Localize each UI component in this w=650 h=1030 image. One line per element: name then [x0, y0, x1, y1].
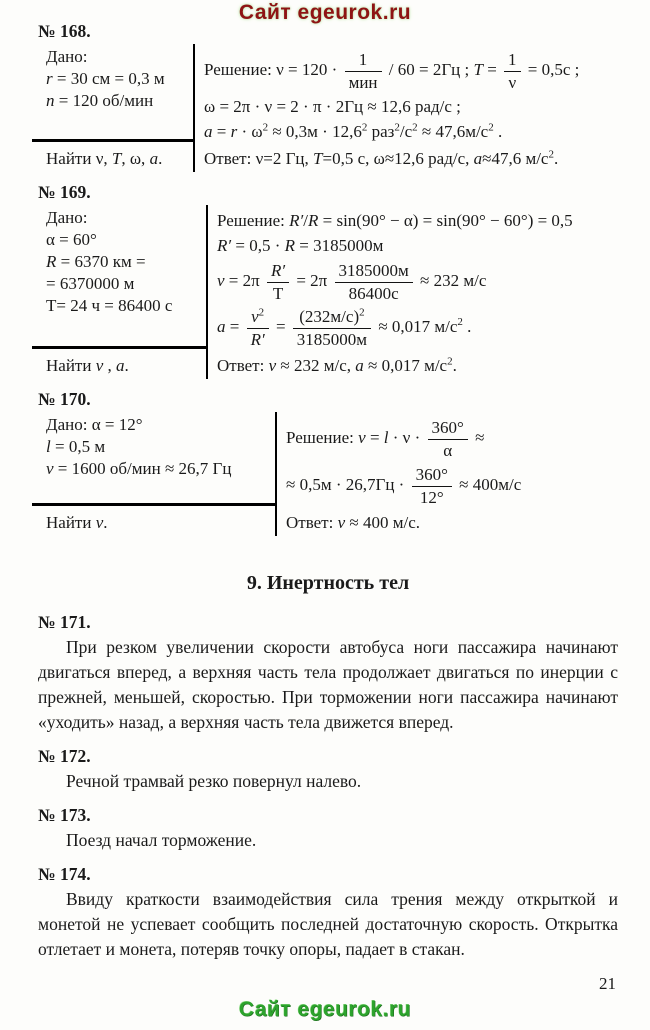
given-column	[38, 412, 275, 536]
problem-number: № 171.	[38, 612, 91, 633]
problem-number: № 170.	[38, 389, 91, 410]
task-layout	[38, 412, 618, 536]
given-line: α = 60°	[46, 229, 97, 249]
section-title: 9. Инертность тел	[246, 572, 410, 595]
given-line: Т= 24 ч = 86400 с	[46, 295, 173, 315]
given-line: Дано:	[46, 207, 88, 227]
given-block	[38, 44, 193, 139]
solution-line: $a = r \cdot \omega^2 \approx 0,3м \cdot 12,6^2$ $раз^2/с^2 \approx 47,6м/с^2$ .	[204, 121, 503, 141]
given-line: ν = 1600 об/мин ≈ 26,7 Гц	[46, 459, 232, 479]
problem-171	[38, 611, 618, 735]
solution-column	[206, 205, 618, 379]
page-number: 21	[599, 974, 616, 993]
solution-line: a = $\frac{v^2}{R'}$ = $\frac{(232м/с)^2}{3185000м}$ ≈ 0,017 $м/с^2$ .	[217, 306, 472, 350]
task-layout	[38, 44, 618, 172]
given-block	[38, 205, 206, 346]
site-logo-footer: Сайт egeurok.ru	[238, 998, 412, 1021]
problem-170	[38, 388, 618, 536]
problem-text: Поезд начал торможение.	[66, 830, 257, 851]
task-layout	[38, 205, 618, 379]
given-line: R = 6370 км =	[46, 251, 146, 271]
answer-line: Ответ: v ≈ 232 м/с, a ≈ 0,017 $м/с^2$.	[217, 355, 457, 376]
solution-line: Решение: R′/R = sin(90° − α) = sin(90° − 60°) = 0,5	[217, 210, 573, 230]
solution-line: Решение: v = l · ν · $\frac{360^\circ}{\alpha}$ ≈	[286, 418, 485, 460]
problem-text: Речной трамвай резко повернул налево.	[66, 771, 362, 792]
problem-text: Ввиду краткости взаимодействия сила трения между открыткой и монетой не успевает сообщить последней достаточную скорость. Открытка отлетает и монета, потеряв точку опоры, падает в стакан.	[38, 889, 618, 960]
problem-number: № 168.	[38, 21, 91, 41]
site-logo-header: Сайт egeurok.ru	[238, 1, 412, 24]
given-column	[38, 44, 193, 172]
find-line: Найти v , a.	[32, 346, 206, 379]
given-line: = 6370000 м	[46, 273, 135, 293]
problem-173	[38, 804, 618, 853]
answer-line: Ответ: ν=2 Гц, T=0,5 с, ω≈12,6 рад/с, a≈47,6 $м/с^2$.	[204, 148, 559, 168]
problem-number: № 169.	[38, 181, 91, 202]
problem-number: № 173.	[38, 805, 91, 826]
problem-number: № 172.	[38, 746, 91, 767]
solution-line: ω = 2π · ν = 2 · π · 2Гц ≈ 12,6 рад/с ;	[204, 96, 461, 116]
given-line: n = 120 об/мин	[46, 91, 154, 110]
given-line: r = 30 см = 0,3 м	[46, 69, 165, 88]
find-line: Найти v.	[32, 503, 275, 536]
solution-column	[275, 412, 618, 536]
problem-169	[38, 181, 618, 379]
given-line: l = 0,5 м	[46, 437, 106, 457]
solution-line: ≈ 0,5м · 26,7Гц · $\frac{360^\circ}{12^\circ}$ ≈ 400м/с	[286, 464, 522, 507]
solution-column	[193, 44, 618, 172]
problem-172	[38, 745, 618, 794]
given-line: Дано: α = 12°	[46, 415, 143, 435]
given-line: Дано:	[46, 47, 88, 66]
solution-line: v = 2π $\frac{R'}{T}$ = 2π $\frac{3185000м}{86400с}$ ≈ 232 м/с	[217, 260, 487, 303]
problem-168	[38, 20, 618, 172]
given-column	[38, 205, 206, 379]
find-line: Найти ν, T, ω, a.	[32, 139, 193, 172]
problem-number: № 174.	[38, 864, 91, 885]
problem-text: При резком увеличении скорости автобуса ноги пассажира начинают двигаться вперед, а верхняя часть тела продолжает двигаться по инерции с прежней, меньшей, скоростью. При торможении ноги пассажира начинают «уходить» назад, а верхняя часть тела движется вперед.	[38, 637, 618, 733]
answer-line: Ответ: v ≈ 400 м/с.	[286, 513, 420, 533]
solution-line: R′ = 0,5 · R = 3185000м	[217, 235, 384, 255]
solution-line: Решение: ν = 120 · $\frac{1}{\text{мин}}$ / 60 = 2Гц ; T = $\frac{1}{\nu}$ = 0,5с ;	[204, 50, 580, 92]
given-block	[38, 412, 275, 503]
problem-174	[38, 863, 618, 962]
